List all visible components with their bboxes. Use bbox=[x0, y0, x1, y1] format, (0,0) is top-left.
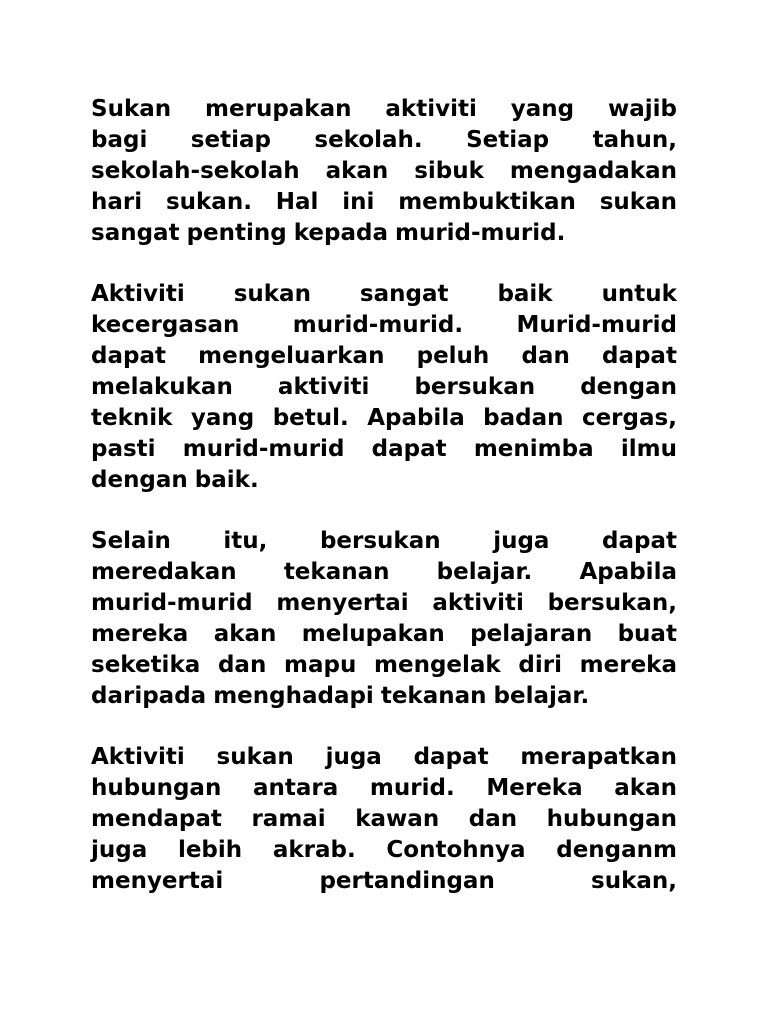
word: kepada bbox=[293, 220, 388, 246]
word: penting bbox=[186, 220, 287, 246]
word: juga bbox=[91, 837, 148, 863]
word: melakukan bbox=[91, 374, 233, 400]
word: melupakan bbox=[301, 621, 445, 647]
word: merapatkan bbox=[520, 744, 677, 770]
text-line bbox=[91, 310, 677, 341]
word: Sukan bbox=[91, 96, 172, 122]
word: bersukan bbox=[319, 528, 441, 554]
word: hubungan bbox=[546, 806, 677, 832]
word: dapat bbox=[601, 343, 677, 369]
word: denganm bbox=[556, 837, 677, 863]
word: murid-murid. bbox=[292, 312, 464, 338]
text-line bbox=[91, 187, 677, 218]
word: pertandingan bbox=[319, 868, 495, 894]
word: dapat bbox=[602, 528, 677, 554]
word: mendapat bbox=[91, 806, 222, 832]
word: ramai bbox=[251, 806, 326, 832]
word: teknik bbox=[91, 405, 173, 431]
text-line bbox=[91, 125, 677, 156]
word: yang bbox=[510, 96, 575, 122]
word: peluh bbox=[416, 343, 490, 369]
word: bersukan bbox=[414, 374, 536, 400]
text-line bbox=[91, 465, 677, 496]
text-line bbox=[91, 372, 677, 403]
word: murid-murid bbox=[91, 590, 253, 616]
word: ilmu bbox=[620, 436, 677, 462]
word: diri bbox=[518, 652, 562, 678]
word: bagi bbox=[91, 127, 148, 153]
word: dengan bbox=[580, 374, 677, 400]
word: aktiviti bbox=[277, 374, 370, 400]
text-line bbox=[91, 588, 677, 619]
word: buat bbox=[617, 621, 677, 647]
word: sukan bbox=[233, 281, 311, 307]
word: ini bbox=[342, 189, 375, 215]
text-line bbox=[91, 557, 677, 588]
word: sukan, bbox=[591, 868, 677, 894]
word: menyertai bbox=[276, 590, 409, 616]
word: untuk bbox=[601, 281, 677, 307]
word: setiap bbox=[190, 127, 271, 153]
word: mengelak bbox=[374, 652, 501, 678]
text-line bbox=[91, 866, 677, 897]
word: badan bbox=[483, 405, 564, 431]
word: Murid-murid bbox=[516, 312, 677, 338]
text-line bbox=[91, 773, 677, 804]
word: membuktikan bbox=[398, 189, 576, 215]
word: mapu bbox=[284, 652, 357, 678]
word: antara bbox=[252, 775, 339, 801]
word: sukan bbox=[216, 744, 294, 770]
text-line bbox=[91, 742, 677, 773]
text-line bbox=[91, 434, 677, 465]
word: dapat bbox=[91, 343, 166, 369]
word: Apabila bbox=[367, 405, 465, 431]
word: mengeluarkan bbox=[198, 343, 385, 369]
word: sukan. bbox=[165, 189, 252, 215]
word: menimba bbox=[473, 436, 594, 462]
word: wajib bbox=[607, 96, 677, 122]
text-line bbox=[91, 681, 677, 712]
word: dan bbox=[217, 652, 267, 678]
word: dapat bbox=[371, 436, 447, 462]
text-line bbox=[91, 94, 677, 125]
word: kecergasan bbox=[91, 312, 240, 338]
word: Mereka bbox=[486, 775, 583, 801]
text-line bbox=[91, 650, 677, 681]
word: mengadakan bbox=[509, 158, 677, 184]
word: dan bbox=[468, 806, 518, 832]
word: sukan bbox=[599, 189, 677, 215]
word: belajar. bbox=[436, 559, 533, 585]
word: Setiap bbox=[466, 127, 550, 153]
text-line bbox=[91, 403, 677, 434]
text-line bbox=[91, 218, 677, 249]
word: menyertai bbox=[91, 868, 224, 894]
word: akan bbox=[325, 158, 389, 184]
word: hari bbox=[91, 189, 143, 215]
word: bersukan, bbox=[547, 590, 677, 616]
word: pasti bbox=[91, 436, 156, 462]
word: Selain bbox=[91, 528, 171, 554]
paragraph bbox=[91, 526, 677, 712]
word: lebih bbox=[177, 837, 243, 863]
word: murid. bbox=[369, 775, 455, 801]
word: akan bbox=[614, 775, 677, 801]
word: cergas, bbox=[581, 405, 677, 431]
text-line bbox=[91, 526, 677, 557]
word: itu, bbox=[223, 528, 268, 554]
word: tekanan bbox=[283, 559, 390, 585]
text-line bbox=[91, 341, 677, 372]
word: sangat bbox=[359, 281, 449, 307]
word: sibuk bbox=[414, 158, 484, 184]
word: meredakan bbox=[91, 559, 237, 585]
document-body bbox=[91, 94, 677, 927]
word: juga bbox=[325, 744, 382, 770]
word: murid-murid. bbox=[394, 220, 566, 246]
text-line bbox=[91, 619, 677, 650]
word: tekanan bbox=[380, 683, 487, 709]
word: sekolah. bbox=[314, 127, 423, 153]
word: sangat bbox=[91, 220, 180, 246]
text-line bbox=[91, 835, 677, 866]
word: seketika bbox=[91, 652, 201, 678]
word: dan bbox=[521, 343, 570, 369]
word: daripada bbox=[91, 683, 207, 709]
word: hubungan bbox=[91, 775, 222, 801]
word: kawan bbox=[355, 806, 440, 832]
word: yang bbox=[190, 405, 255, 431]
word: dapat bbox=[413, 744, 489, 770]
word: Contohnya bbox=[386, 837, 526, 863]
word: murid-murid bbox=[182, 436, 345, 462]
word: mereka bbox=[579, 652, 677, 678]
word: belajar. bbox=[493, 683, 590, 709]
word: merupakan bbox=[205, 96, 352, 122]
word: menghadapi bbox=[213, 683, 374, 709]
word: Apabila bbox=[579, 559, 677, 585]
text-line bbox=[91, 804, 677, 835]
word: dengan bbox=[91, 467, 188, 493]
word: Hal bbox=[275, 189, 319, 215]
word: betul. bbox=[272, 405, 349, 431]
paragraph bbox=[91, 742, 677, 897]
word: mereka bbox=[91, 621, 189, 647]
word: Aktiviti bbox=[91, 281, 185, 307]
word: sekolah-sekolah bbox=[91, 158, 300, 184]
word: baik. bbox=[194, 467, 259, 493]
word: Aktiviti bbox=[91, 744, 185, 770]
word: akrab. bbox=[272, 837, 356, 863]
word: akan bbox=[213, 621, 277, 647]
word: aktiviti bbox=[432, 590, 524, 616]
text-line bbox=[91, 279, 677, 310]
word: pelajaran bbox=[470, 621, 593, 647]
word: aktiviti bbox=[385, 96, 477, 122]
text-line bbox=[91, 156, 677, 187]
word: tahun, bbox=[592, 127, 677, 153]
paragraph bbox=[91, 94, 677, 249]
paragraph bbox=[91, 279, 677, 496]
word: baik bbox=[497, 281, 553, 307]
word: juga bbox=[493, 528, 550, 554]
